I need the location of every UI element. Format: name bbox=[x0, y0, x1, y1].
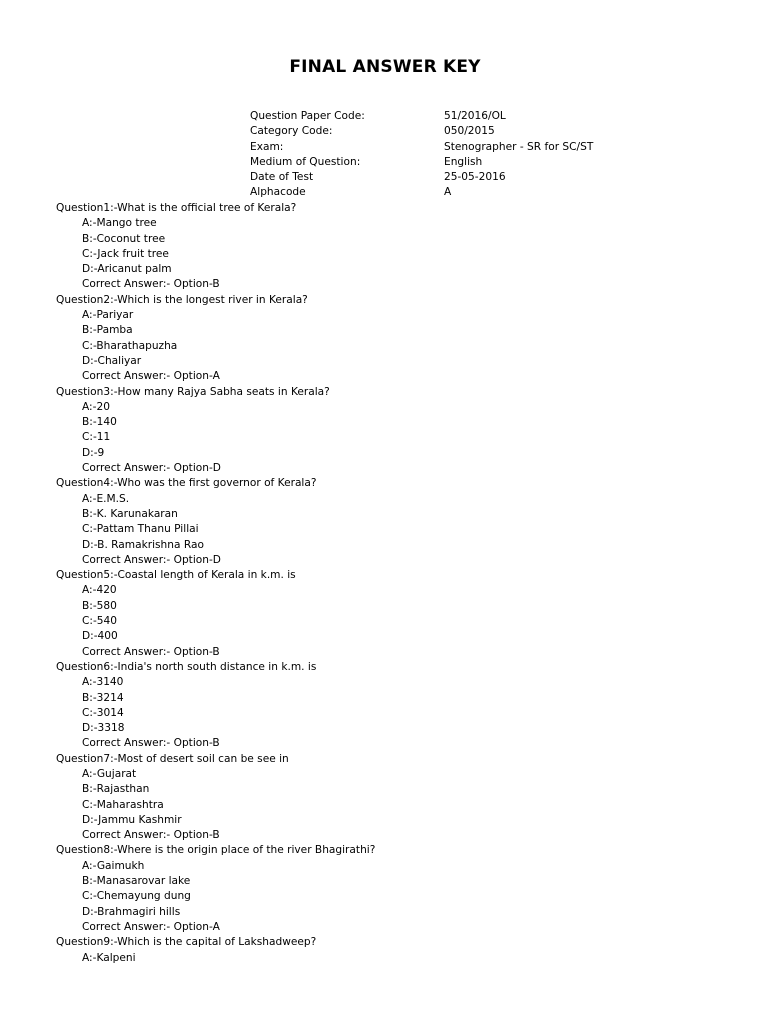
option-b: B:-Coconut tree bbox=[82, 232, 166, 245]
meta-row-alphacode bbox=[250, 185, 593, 200]
option-d: D:-3318 bbox=[82, 722, 125, 735]
option-a: A:-420 bbox=[82, 584, 117, 597]
meta-value: A bbox=[444, 186, 452, 199]
meta-value: 25-05-2016 bbox=[444, 171, 506, 184]
question-list bbox=[56, 201, 375, 966]
option-d: D:-400 bbox=[82, 630, 118, 643]
correct-answer: Correct Answer:- Option-D bbox=[82, 553, 221, 566]
exam-details bbox=[250, 109, 593, 201]
option-a: A:-Kalpeni bbox=[82, 951, 136, 964]
option-d: D:-Chaliyar bbox=[82, 354, 142, 367]
question-text: Question3:-How many Rajya Sabha seats in Kerala? bbox=[56, 385, 330, 398]
meta-value: 51/2016/OL bbox=[444, 110, 506, 122]
option-c: C:-Bharathapuzha bbox=[82, 339, 178, 352]
option-d: D:-9 bbox=[82, 446, 105, 459]
correct-answer: Correct Answer:- Option-B bbox=[82, 737, 220, 750]
option-a: A:-Mango tree bbox=[82, 217, 157, 230]
option-a: A:-3140 bbox=[82, 676, 124, 689]
meta-label: Question Paper Code: bbox=[250, 110, 365, 122]
question-text: Question1:-What is the official tree of Kerala? bbox=[56, 202, 297, 214]
correct-answer: Correct Answer:- Option-A bbox=[82, 920, 220, 933]
option-c: C:-Maharashtra bbox=[82, 798, 164, 811]
meta-row-medium bbox=[250, 155, 593, 170]
option-a: A:-Pariyar bbox=[82, 309, 134, 322]
meta-row-category-code bbox=[250, 124, 593, 139]
question-text: Question9:-Which is the capital of Lakshadweep? bbox=[56, 936, 317, 949]
option-b: B:-Manasarovar lake bbox=[82, 875, 191, 888]
meta-value: English bbox=[444, 155, 483, 168]
meta-label: Category Code: bbox=[250, 125, 333, 138]
question-text: Question2:-Which is the longest river in Kerala? bbox=[56, 293, 308, 306]
option-c: C:-Chemayung dung bbox=[82, 890, 191, 903]
meta-value: Stenographer - SR for SC/ST bbox=[444, 140, 594, 153]
question-text: Question4:-Who was the first governor of Kerala? bbox=[56, 477, 317, 490]
option-d: D:-B. Ramakrishna Rao bbox=[82, 538, 204, 551]
question-text: Question8:-Where is the origin place of the river Bhagirathi? bbox=[56, 844, 376, 857]
question-text: Question6:-India's north south distance in k.m. is bbox=[56, 660, 317, 673]
meta-row-date bbox=[250, 170, 593, 185]
meta-label: Alphacode bbox=[250, 186, 306, 199]
correct-answer: Correct Answer:- Option-B bbox=[82, 829, 220, 842]
option-c: C:-Jack fruit tree bbox=[82, 247, 169, 260]
option-b: B:-140 bbox=[82, 416, 117, 429]
meta-label: Exam: bbox=[250, 140, 284, 153]
meta-label: Medium of Question: bbox=[250, 155, 361, 168]
meta-label: Date of Test bbox=[250, 171, 314, 184]
question-text: Question7:-Most of desert soil can be see in bbox=[56, 752, 289, 765]
question-text: Question5:-Coastal length of Kerala in k.m. is bbox=[56, 569, 296, 582]
option-d: D:-Brahmagiri hills bbox=[82, 905, 181, 918]
option-b: B:-580 bbox=[82, 599, 117, 612]
correct-answer: Correct Answer:- Option-B bbox=[82, 645, 220, 658]
option-a: A:-E.M.S. bbox=[82, 492, 130, 505]
option-b: B:-Rajasthan bbox=[82, 783, 150, 796]
option-d: D:-Aricanut palm bbox=[82, 263, 172, 276]
option-a: A:-Gaimukh bbox=[82, 859, 145, 872]
option-b: B:-3214 bbox=[82, 691, 124, 704]
option-c: C:-3014 bbox=[82, 706, 124, 719]
option-c: C:-Pattam Thanu Pillai bbox=[82, 523, 199, 536]
meta-row-paper-code bbox=[250, 109, 593, 124]
option-b: B:-K. Karunakaran bbox=[82, 507, 178, 520]
correct-answer: Correct Answer:- Option-A bbox=[82, 370, 220, 383]
meta-row-exam bbox=[250, 140, 593, 155]
option-c: C:-11 bbox=[82, 431, 111, 444]
correct-answer: Correct Answer:- Option-B bbox=[82, 278, 220, 291]
meta-value: 050/2015 bbox=[444, 125, 495, 138]
option-a: A:-20 bbox=[82, 400, 110, 413]
page-title: FINAL ANSWER KEY bbox=[289, 57, 481, 77]
correct-answer: Correct Answer:- Option-D bbox=[82, 462, 221, 475]
option-c: C:-540 bbox=[82, 615, 118, 628]
option-d: D:-Jammu Kashmir bbox=[82, 813, 182, 826]
option-a: A:-Gujarat bbox=[82, 767, 137, 780]
option-b: B:-Pamba bbox=[82, 324, 133, 337]
